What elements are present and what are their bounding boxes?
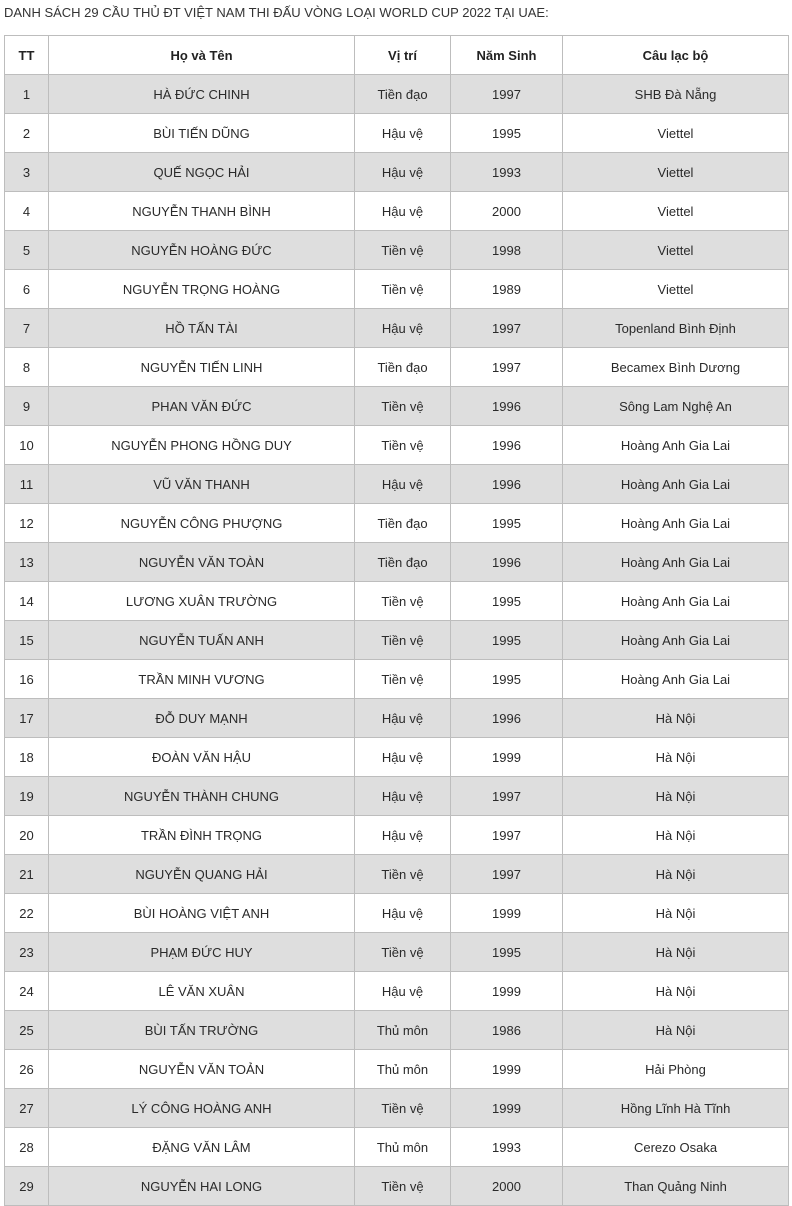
table-row <box>5 309 789 348</box>
cell-tt: 7 <box>5 309 49 348</box>
cell-club: Hà Nội <box>563 816 789 855</box>
cell-tt: 24 <box>5 972 49 1011</box>
cell-birth-year: 1997 <box>451 855 563 894</box>
cell-club: Hà Nội <box>563 738 789 777</box>
cell-tt: 15 <box>5 621 49 660</box>
cell-birth-year: 1997 <box>451 816 563 855</box>
table-row <box>5 504 789 543</box>
cell-birth-year: 1999 <box>451 1050 563 1089</box>
cell-club: Hà Nội <box>563 1011 789 1050</box>
cell-player-name: NGUYỄN HOÀNG ĐỨC <box>49 231 355 270</box>
cell-birth-year: 1993 <box>451 1128 563 1167</box>
cell-birth-year: 2000 <box>451 192 563 231</box>
cell-club: Becamex Bình Dương <box>563 348 789 387</box>
cell-player-name: NGUYỄN PHONG HỒNG DUY <box>49 426 355 465</box>
cell-club: Cerezo Osaka <box>563 1128 789 1167</box>
table-row <box>5 972 789 1011</box>
cell-club: Viettel <box>563 192 789 231</box>
page-title: DANH SÁCH 29 CẦU THỦ ĐT VIỆT NAM THI ĐẤU VÒNG LOẠI WORLD CUP 2022 TẠI UAE: <box>4 5 549 20</box>
cell-club: Hải Phòng <box>563 1050 789 1089</box>
cell-player-name: NGUYỄN TIẾN LINH <box>49 348 355 387</box>
cell-tt: 28 <box>5 1128 49 1167</box>
table-row <box>5 660 789 699</box>
cell-player-name: NGUYỄN THANH BÌNH <box>49 192 355 231</box>
cell-birth-year: 1995 <box>451 504 563 543</box>
cell-player-name: NGUYỄN THÀNH CHUNG <box>49 777 355 816</box>
cell-position: Hậu vệ <box>355 894 451 933</box>
cell-position: Hậu vệ <box>355 309 451 348</box>
cell-club: Viettel <box>563 270 789 309</box>
cell-tt: 4 <box>5 192 49 231</box>
table-body <box>5 75 789 1206</box>
cell-position: Tiền vệ <box>355 231 451 270</box>
header-name: Họ và Tên <box>49 36 355 75</box>
table-row <box>5 699 789 738</box>
cell-position: Tiền vệ <box>355 1089 451 1128</box>
table-row <box>5 894 789 933</box>
cell-position: Tiền đạo <box>355 543 451 582</box>
cell-tt: 20 <box>5 816 49 855</box>
cell-player-name: LƯƠNG XUÂN TRƯỜNG <box>49 582 355 621</box>
cell-club: Hà Nội <box>563 972 789 1011</box>
cell-birth-year: 1986 <box>451 1011 563 1050</box>
cell-player-name: BÙI TIẾN DŨNG <box>49 114 355 153</box>
cell-position: Hậu vệ <box>355 153 451 192</box>
table-row <box>5 855 789 894</box>
cell-tt: 26 <box>5 1050 49 1089</box>
cell-birth-year: 1997 <box>451 777 563 816</box>
cell-player-name: ĐẶNG VĂN LÂM <box>49 1128 355 1167</box>
cell-tt: 9 <box>5 387 49 426</box>
cell-position: Thủ môn <box>355 1011 451 1050</box>
cell-club: Hà Nội <box>563 699 789 738</box>
cell-birth-year: 1999 <box>451 1089 563 1128</box>
cell-birth-year: 1989 <box>451 270 563 309</box>
cell-club: Hoàng Anh Gia Lai <box>563 582 789 621</box>
cell-position: Tiền đạo <box>355 348 451 387</box>
header-birth-year: Năm Sinh <box>451 36 563 75</box>
cell-position: Tiền vệ <box>355 621 451 660</box>
table-row <box>5 1089 789 1128</box>
cell-tt: 27 <box>5 1089 49 1128</box>
cell-position: Tiền vệ <box>355 270 451 309</box>
table-row <box>5 816 789 855</box>
cell-tt: 21 <box>5 855 49 894</box>
cell-tt: 2 <box>5 114 49 153</box>
cell-player-name: LÊ VĂN XUÂN <box>49 972 355 1011</box>
cell-player-name: NGUYỄN QUANG HẢI <box>49 855 355 894</box>
cell-tt: 12 <box>5 504 49 543</box>
cell-position: Thủ môn <box>355 1128 451 1167</box>
cell-tt: 16 <box>5 660 49 699</box>
cell-tt: 18 <box>5 738 49 777</box>
cell-birth-year: 1997 <box>451 309 563 348</box>
cell-player-name: QUẾ NGỌC HẢI <box>49 153 355 192</box>
cell-tt: 19 <box>5 777 49 816</box>
cell-birth-year: 1995 <box>451 114 563 153</box>
cell-player-name: HỒ TẤN TÀI <box>49 309 355 348</box>
cell-player-name: NGUYỄN VĂN TOÀN <box>49 543 355 582</box>
cell-tt: 29 <box>5 1167 49 1206</box>
table-row <box>5 231 789 270</box>
table-row <box>5 114 789 153</box>
cell-club: Hoàng Anh Gia Lai <box>563 660 789 699</box>
cell-club: Than Quảng Ninh <box>563 1167 789 1206</box>
cell-club: Hoàng Anh Gia Lai <box>563 465 789 504</box>
cell-position: Hậu vệ <box>355 816 451 855</box>
table-row <box>5 153 789 192</box>
cell-player-name: ĐOÀN VĂN HẬU <box>49 738 355 777</box>
table-row <box>5 192 789 231</box>
table-row <box>5 426 789 465</box>
cell-tt: 17 <box>5 699 49 738</box>
cell-club: Viettel <box>563 231 789 270</box>
cell-birth-year: 1999 <box>451 738 563 777</box>
table-row <box>5 1050 789 1089</box>
cell-tt: 11 <box>5 465 49 504</box>
cell-player-name: NGUYỄN VĂN TOẢN <box>49 1050 355 1089</box>
cell-tt: 8 <box>5 348 49 387</box>
cell-position: Tiền vệ <box>355 660 451 699</box>
cell-club: Hà Nội <box>563 933 789 972</box>
cell-club: Viettel <box>563 114 789 153</box>
cell-tt: 14 <box>5 582 49 621</box>
header-tt: TT <box>5 36 49 75</box>
cell-position: Hậu vệ <box>355 738 451 777</box>
cell-position: Tiền vệ <box>355 426 451 465</box>
cell-player-name: LÝ CÔNG HOÀNG ANH <box>49 1089 355 1128</box>
table-row <box>5 582 789 621</box>
cell-player-name: NGUYỄN TUẤN ANH <box>49 621 355 660</box>
table-row <box>5 738 789 777</box>
cell-player-name: VŨ VĂN THANH <box>49 465 355 504</box>
cell-player-name: BÙI HOÀNG VIỆT ANH <box>49 894 355 933</box>
cell-player-name: TRẦN ĐÌNH TRỌNG <box>49 816 355 855</box>
cell-birth-year: 1999 <box>451 972 563 1011</box>
cell-player-name: ĐỖ DUY MẠNH <box>49 699 355 738</box>
cell-player-name: BÙI TẤN TRƯỜNG <box>49 1011 355 1050</box>
cell-birth-year: 1993 <box>451 153 563 192</box>
cell-position: Hậu vệ <box>355 777 451 816</box>
table-row <box>5 270 789 309</box>
cell-position: Tiền vệ <box>355 933 451 972</box>
cell-club: Hoàng Anh Gia Lai <box>563 504 789 543</box>
cell-position: Hậu vệ <box>355 114 451 153</box>
cell-tt: 5 <box>5 231 49 270</box>
cell-club: Topenland Bình Định <box>563 309 789 348</box>
cell-player-name: PHAN VĂN ĐỨC <box>49 387 355 426</box>
cell-position: Hậu vệ <box>355 192 451 231</box>
cell-birth-year: 1995 <box>451 660 563 699</box>
cell-club: Hoàng Anh Gia Lai <box>563 543 789 582</box>
cell-birth-year: 1995 <box>451 621 563 660</box>
cell-player-name: PHẠM ĐỨC HUY <box>49 933 355 972</box>
cell-tt: 25 <box>5 1011 49 1050</box>
cell-position: Hậu vệ <box>355 972 451 1011</box>
cell-tt: 13 <box>5 543 49 582</box>
cell-position: Thủ môn <box>355 1050 451 1089</box>
header-club: Câu lạc bộ <box>563 36 789 75</box>
cell-position: Tiền vệ <box>355 855 451 894</box>
cell-birth-year: 1996 <box>451 699 563 738</box>
cell-birth-year: 2000 <box>451 1167 563 1206</box>
cell-club: Hà Nội <box>563 777 789 816</box>
cell-position: Tiền vệ <box>355 1167 451 1206</box>
cell-tt: 23 <box>5 933 49 972</box>
table-row <box>5 543 789 582</box>
cell-club: Hoàng Anh Gia Lai <box>563 621 789 660</box>
cell-position: Tiền vệ <box>355 582 451 621</box>
cell-birth-year: 1998 <box>451 231 563 270</box>
cell-birth-year: 1999 <box>451 894 563 933</box>
table-row <box>5 75 789 114</box>
cell-tt: 3 <box>5 153 49 192</box>
cell-tt: 6 <box>5 270 49 309</box>
table-row <box>5 387 789 426</box>
cell-tt: 22 <box>5 894 49 933</box>
table-row <box>5 777 789 816</box>
table-row <box>5 933 789 972</box>
table-header <box>5 36 789 75</box>
table-row <box>5 621 789 660</box>
cell-birth-year: 1995 <box>451 933 563 972</box>
squad-table <box>4 35 789 1206</box>
cell-position: Tiền đạo <box>355 504 451 543</box>
cell-player-name: TRẦN MINH VƯƠNG <box>49 660 355 699</box>
cell-club: Hồng Lĩnh Hà Tĩnh <box>563 1089 789 1128</box>
cell-position: Hậu vệ <box>355 699 451 738</box>
cell-tt: 1 <box>5 75 49 114</box>
table-row <box>5 1128 789 1167</box>
cell-position: Hậu vệ <box>355 465 451 504</box>
cell-club: Hà Nội <box>563 855 789 894</box>
cell-birth-year: 1996 <box>451 465 563 504</box>
cell-birth-year: 1996 <box>451 387 563 426</box>
cell-player-name: NGUYỄN HAI LONG <box>49 1167 355 1206</box>
table-row <box>5 465 789 504</box>
cell-club: SHB Đà Nẵng <box>563 75 789 114</box>
header-row <box>5 36 789 75</box>
cell-club: Hà Nội <box>563 894 789 933</box>
cell-birth-year: 1996 <box>451 543 563 582</box>
table-row <box>5 348 789 387</box>
header-position: Vị trí <box>355 36 451 75</box>
cell-position: Tiền đạo <box>355 75 451 114</box>
cell-club: Sông Lam Nghệ An <box>563 387 789 426</box>
cell-birth-year: 1995 <box>451 582 563 621</box>
cell-player-name: NGUYỄN TRỌNG HOÀNG <box>49 270 355 309</box>
cell-player-name: NGUYỄN CÔNG PHƯỢNG <box>49 504 355 543</box>
cell-birth-year: 1997 <box>451 75 563 114</box>
table-row <box>5 1011 789 1050</box>
cell-player-name: HÀ ĐỨC CHINH <box>49 75 355 114</box>
cell-birth-year: 1996 <box>451 426 563 465</box>
cell-club: Viettel <box>563 153 789 192</box>
cell-club: Hoàng Anh Gia Lai <box>563 426 789 465</box>
cell-position: Tiền vệ <box>355 387 451 426</box>
cell-birth-year: 1997 <box>451 348 563 387</box>
cell-tt: 10 <box>5 426 49 465</box>
